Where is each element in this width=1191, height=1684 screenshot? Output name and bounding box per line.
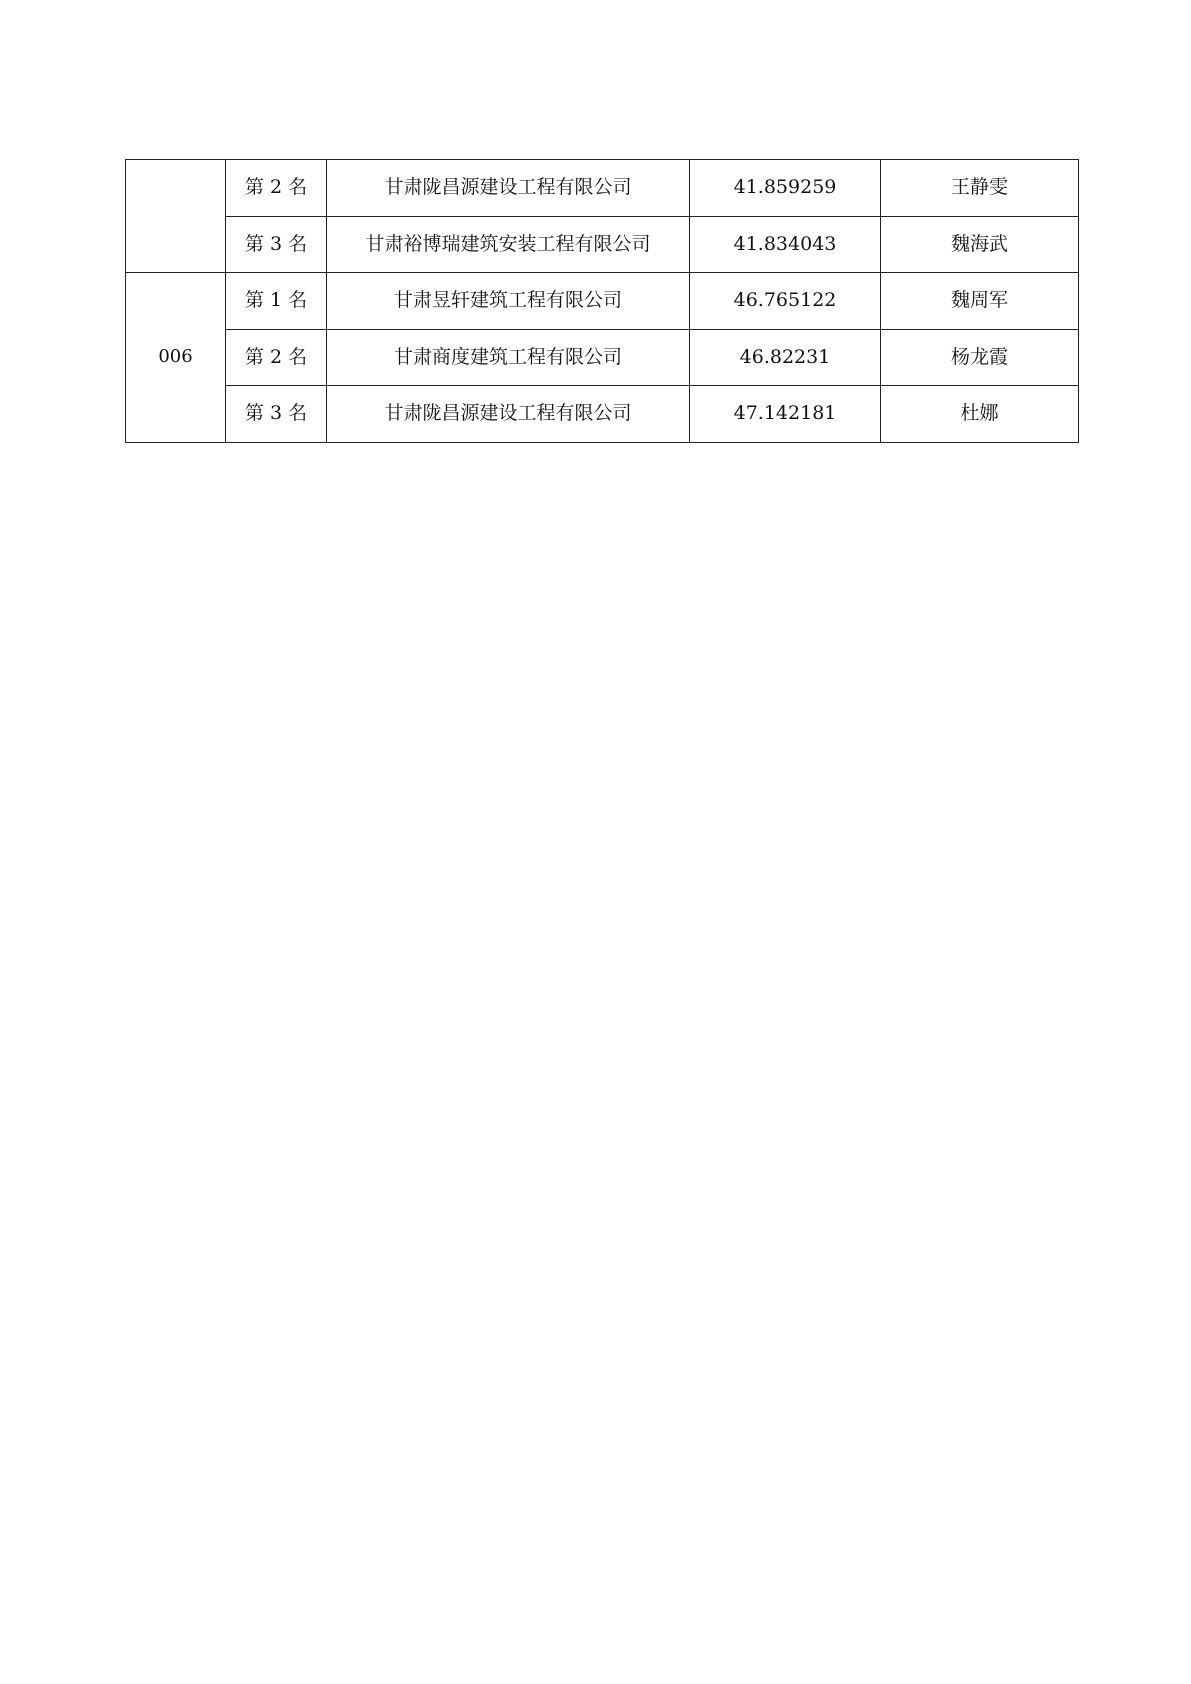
table-row — [126, 329, 1079, 386]
table-row — [126, 386, 1079, 443]
company-cell: 甘肃商度建筑工程有限公司 — [327, 329, 690, 386]
rank-cell: 第 3 名 — [226, 386, 327, 443]
table-row — [126, 273, 1079, 330]
person-cell: 杜娜 — [881, 386, 1079, 443]
person-cell: 王静雯 — [881, 160, 1079, 217]
score-cell: 46.82231 — [690, 329, 881, 386]
company-cell: 甘肃陇昌源建设工程有限公司 — [327, 160, 690, 217]
rank-cell: 第 1 名 — [226, 273, 327, 330]
score-cell: 46.765122 — [690, 273, 881, 330]
section-number-cell — [126, 160, 226, 273]
rank-cell: 第 2 名 — [226, 329, 327, 386]
section-number-cell: 006 — [126, 273, 226, 443]
table-row — [126, 160, 1079, 217]
rank-cell: 第 3 名 — [226, 216, 327, 273]
person-cell: 魏海武 — [881, 216, 1079, 273]
score-cell: 41.859259 — [690, 160, 881, 217]
ranking-table — [125, 159, 1079, 443]
table-row — [126, 216, 1079, 273]
company-cell: 甘肃裕博瑞建筑安装工程有限公司 — [327, 216, 690, 273]
score-cell: 41.834043 — [690, 216, 881, 273]
score-cell: 47.142181 — [690, 386, 881, 443]
person-cell: 魏周军 — [881, 273, 1079, 330]
person-cell: 杨龙霞 — [881, 329, 1079, 386]
company-cell: 甘肃昱轩建筑工程有限公司 — [327, 273, 690, 330]
rank-cell: 第 2 名 — [226, 160, 327, 217]
company-cell: 甘肃陇昌源建设工程有限公司 — [327, 386, 690, 443]
